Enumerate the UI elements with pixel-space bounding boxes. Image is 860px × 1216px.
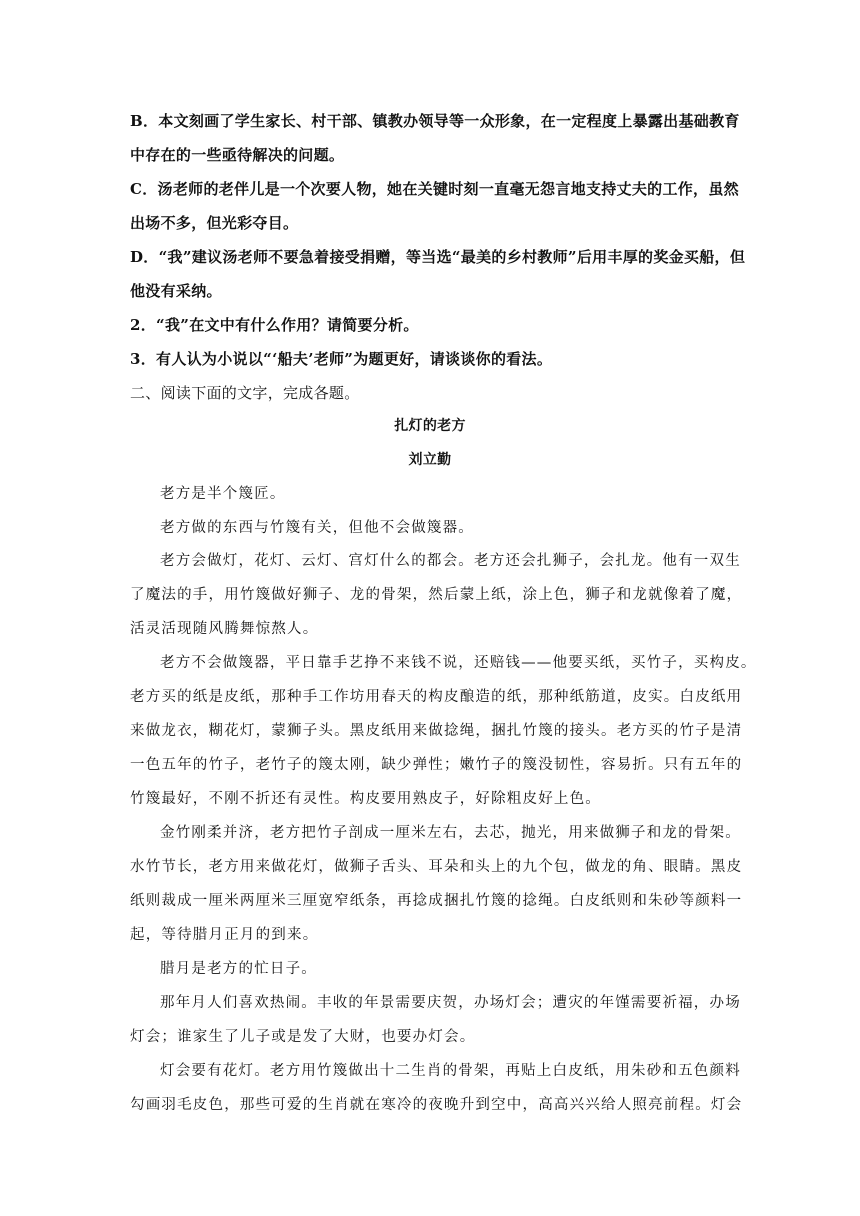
passage-line: 纸则裁成一厘米两厘米三厘宽窄纸条，再捻成捆扎竹篾的捻绳。白皮纸则和朱砂等颜料一 [130,893,743,909]
passage-line: 一色五年的竹子，老竹子的篾太刚，缺少弹性；嫩竹子的篾没韧性，容易折。只有五年的 [130,757,743,773]
passage-line: 灯会要有花灯。老方用竹篾做出十二生肖的骨架，再贴上白皮纸，用朱砂和五色颜料 [160,1063,741,1079]
passage-line: 老方买的纸是皮纸，那种手工作坊用春天的构皮酿造的纸，那种纸筋道，皮实。白皮纸用 [130,689,743,705]
passage-line: 竹篾最好，不刚不折还有灵性。构皮要用熟皮子，好除粗皮好上色。 [130,791,601,807]
option-b-line-2: 中存在的一些亟待解决的问题。 [130,146,345,164]
passage-author: 刘立勤 [408,452,452,468]
passage-line: 勾画羽毛皮色，那些可爱的生肖就在寒冷的夜晚升到空中，高高兴兴给人照亮前程。灯会 [130,1097,743,1113]
option-c-line-2: 出场不多，但光彩夺目。 [130,214,299,232]
passage-line: 老方做的东西与竹篾有关，但他不会做篾器。 [160,520,474,536]
option-b-line-1: B．本文刻画了学生家长、村干部、镇教办领导等一众形象，在一定程度上暴露出基础教育 [130,112,740,130]
passage-title: 扎灯的老方 [394,418,466,434]
passage-line: 水竹节长，老方用来做花灯，做狮子舌头、耳朵和头上的九个包，做龙的角、眼睛。黑皮 [130,859,743,875]
section-2-instruction: 二、阅读下面的文字，完成各题。 [130,384,360,402]
passage-line: 金竹刚柔并济，老方把竹子剖成一厘米左右，去芯，抛光，用来做狮子和龙的骨架。 [160,825,741,841]
passage-line: 活灵活现随风腾舞惊熬人。 [130,621,319,637]
passage-line: 老方是半个篾匠。 [160,486,286,502]
option-d-line-1: D．“我”建议汤老师不要急着接受捐赠，等当选“最美的乡村教师”后用丰厚的奖金买船，但 [130,248,746,266]
passage-line: 那年月人们喜欢热闹。丰收的年景需要庆贺，办场灯会；遭灾的年馑需要祈福，办场 [160,995,741,1011]
option-d-line-2: 他没有采纳。 [130,282,222,300]
question-3: 3．有人认为小说以“‘船夫’老师”为题更好，请谈谈你的看法。 [130,350,553,368]
passage-line: 老方会做灯，花灯、云灯、宫灯什么的都会。老方还会扎狮子，会扎龙。他有一双生 [160,553,741,569]
option-c-line-1: C．汤老师的老伴儿是一个次要人物，她在关键时刻一直毫无怨言地支持丈夫的工作，虽然 [130,180,739,198]
passage-line: 来做龙衣，糊花灯，蒙狮子头。黑皮纸用来做捻绳，捆扎竹篾的接头。老方买的竹子是清 [130,723,743,739]
passage-line: 起，等待腊月正月的到来。 [130,927,319,943]
passage-line: 灯会；谁家生了儿子或是发了大财，也要办灯会。 [130,1029,476,1045]
passage-line: 老方不会做篾器，平日靠手艺挣不来钱不说，还赔钱——他要买纸，买竹子，买构皮。 [160,655,757,671]
question-2: 2．“我”在文中有什么作用？请简要分析。 [130,316,419,334]
passage-line: 腊月是老方的忙日子。 [160,961,317,977]
passage-line: 了魔法的手，用竹篾做好狮子、龙的骨架，然后蒙上纸，涂上色，狮子和龙就像着了魔， [130,587,743,603]
